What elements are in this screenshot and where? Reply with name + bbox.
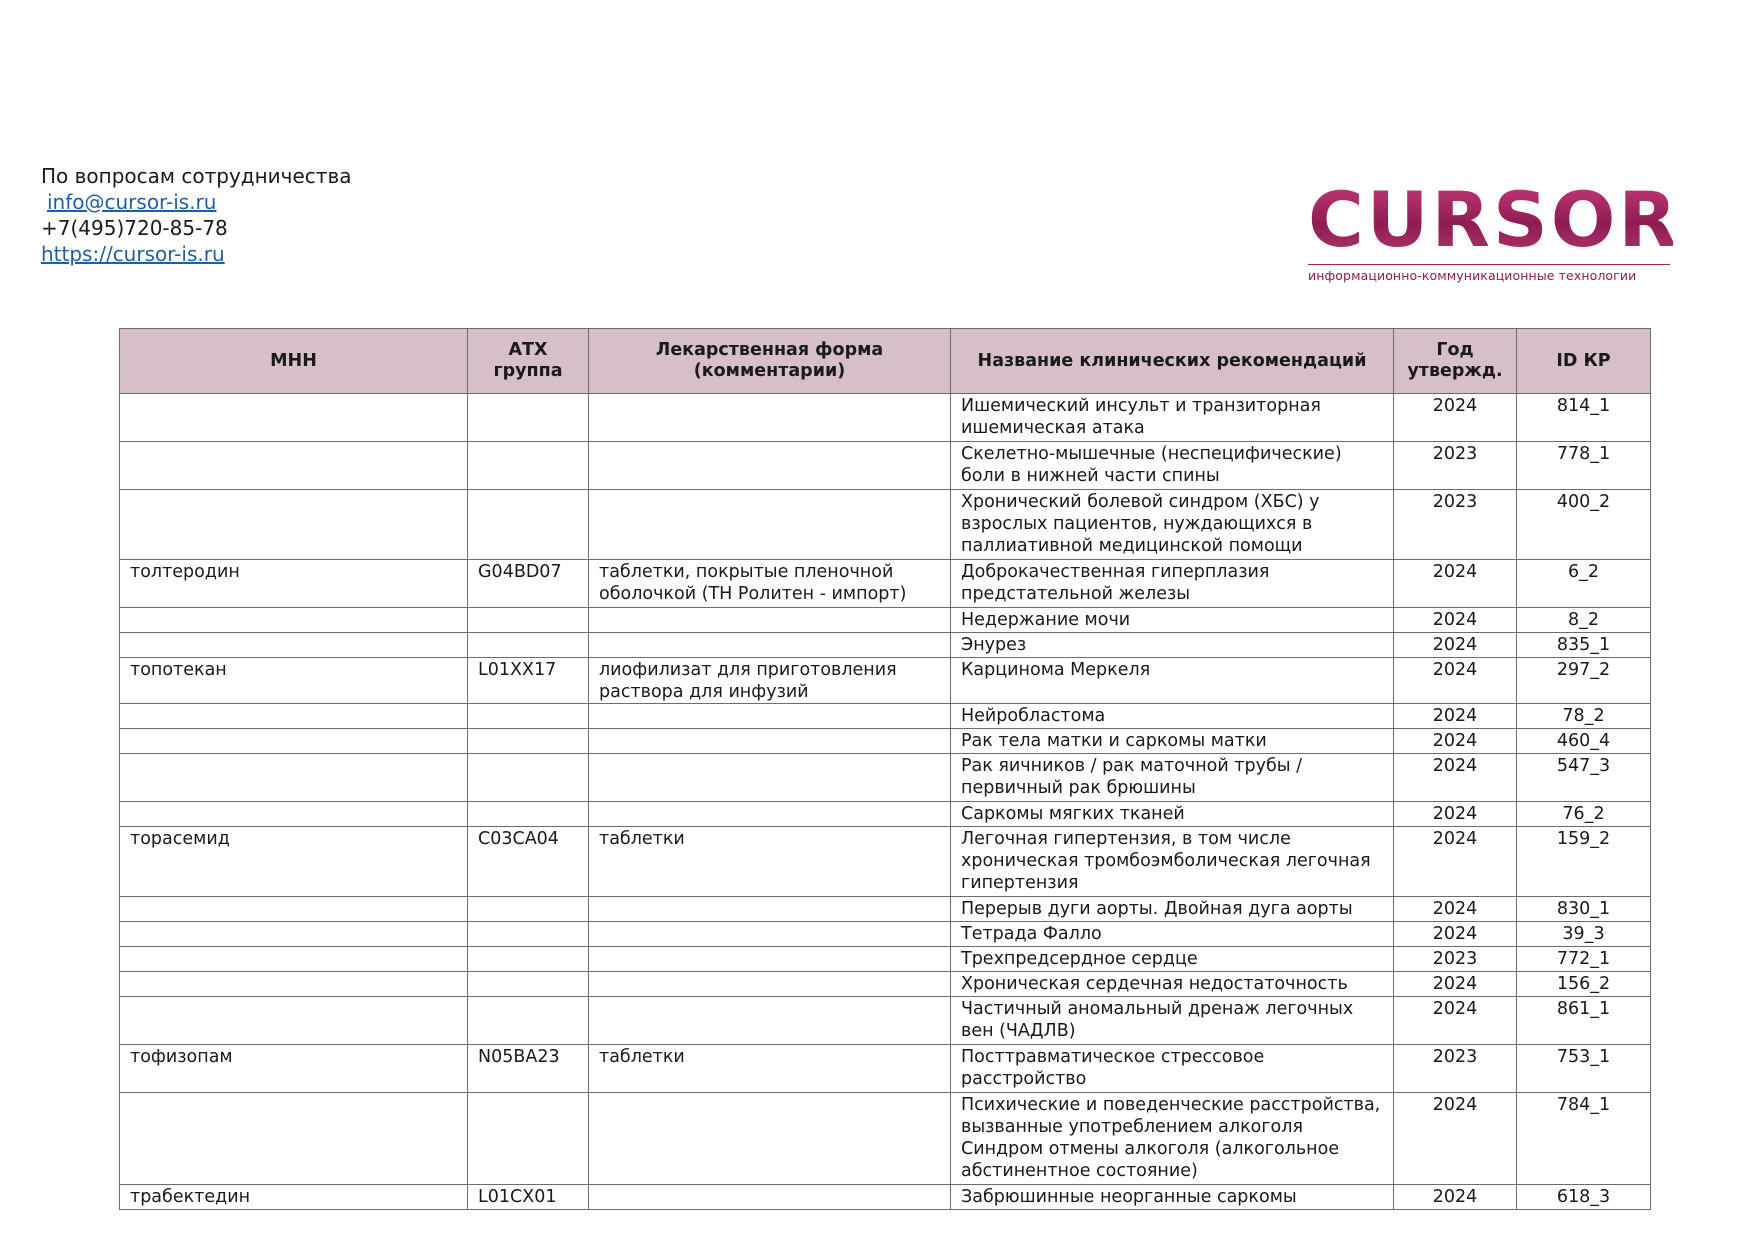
- table-row: [120, 1185, 1651, 1210]
- cell-id: 39_3: [1517, 922, 1651, 947]
- cell-mnn: [120, 394, 468, 442]
- cell-title: Трехпредсердное сердце: [951, 947, 1394, 972]
- cell-year: 2023: [1394, 1045, 1517, 1093]
- cell-year: 2024: [1394, 608, 1517, 633]
- cell-year: 2024: [1394, 997, 1517, 1045]
- cell-year: 2024: [1394, 922, 1517, 947]
- cell-mnn: [120, 608, 468, 633]
- cell-id: 547_3: [1517, 754, 1651, 802]
- cell-year: 2024: [1394, 1185, 1517, 1210]
- cell-id: 297_2: [1517, 658, 1651, 704]
- table-row: [120, 1093, 1651, 1185]
- cell-atc: [468, 608, 589, 633]
- table-row: [120, 802, 1651, 827]
- cell-title: Недержание мочи: [951, 608, 1394, 633]
- cell-title: Посттравматическое стрессовое расстройство: [951, 1045, 1394, 1093]
- col-header-mnn: МНН: [120, 329, 468, 394]
- cell-form: [589, 897, 951, 922]
- cell-atc: [468, 1093, 589, 1185]
- cell-form: [589, 704, 951, 729]
- cell-mnn: [120, 704, 468, 729]
- cell-mnn: толтеродин: [120, 560, 468, 608]
- cell-id: 400_2: [1517, 490, 1651, 560]
- table-header-row: [120, 329, 1651, 394]
- cell-atc: [468, 490, 589, 560]
- cell-id: 156_2: [1517, 972, 1651, 997]
- cell-atc: [468, 997, 589, 1045]
- cell-year: 2024: [1394, 972, 1517, 997]
- cell-form: [589, 394, 951, 442]
- cell-atc: [468, 442, 589, 490]
- cell-title: Перерыв дуги аорты. Двойная дуга аорты: [951, 897, 1394, 922]
- cell-year: 2024: [1394, 1093, 1517, 1185]
- table-row: [120, 827, 1651, 897]
- contact-phone: +7(495)720-85-78: [41, 216, 228, 240]
- cell-mnn: [120, 922, 468, 947]
- cell-atc: N05BA23: [468, 1045, 589, 1093]
- cell-atc: C03CA04: [468, 827, 589, 897]
- logo-wordmark: CURSOR: [1308, 175, 1680, 264]
- cell-title: Карцинома Меркеля: [951, 658, 1394, 704]
- cell-id: 8_2: [1517, 608, 1651, 633]
- table-row: [120, 394, 1651, 442]
- cell-mnn: [120, 1093, 468, 1185]
- col-header-year: Год утвержд.: [1394, 329, 1517, 394]
- cell-title: Частичный аномальный дренаж легочных вен (ЧАДЛВ): [951, 997, 1394, 1045]
- cell-form: [589, 442, 951, 490]
- cell-form: [589, 997, 951, 1045]
- table-row: [120, 608, 1651, 633]
- contact-heading: По вопросам сотрудничества: [41, 164, 352, 188]
- cell-form: [589, 802, 951, 827]
- cell-year: 2024: [1394, 394, 1517, 442]
- table-row: [120, 947, 1651, 972]
- cell-form: [589, 972, 951, 997]
- cell-atc: [468, 972, 589, 997]
- table-row: [120, 972, 1651, 997]
- cell-mnn: [120, 633, 468, 658]
- cell-atc: [468, 802, 589, 827]
- cell-year: 2023: [1394, 442, 1517, 490]
- cell-title: Рак яичников / рак маточной трубы / первичный рак брюшины: [951, 754, 1394, 802]
- table-row: [120, 897, 1651, 922]
- cell-atc: G04BD07: [468, 560, 589, 608]
- cell-form: [589, 633, 951, 658]
- cell-atc: [468, 922, 589, 947]
- cell-title: Хронический болевой синдром (ХБС) у взрослых пациентов, нуждающихся в паллиативной медицинской помощи: [951, 490, 1394, 560]
- table-row: [120, 704, 1651, 729]
- cell-form: [589, 922, 951, 947]
- cursor-logo: [1308, 175, 1680, 283]
- cell-year: 2024: [1394, 704, 1517, 729]
- cell-mnn: [120, 972, 468, 997]
- table-row: [120, 1045, 1651, 1093]
- cell-mnn: [120, 490, 468, 560]
- cell-form: таблетки, покрытые пленочной оболочкой (ТН Ролитен - импорт): [589, 560, 951, 608]
- logo-rule: [1308, 264, 1670, 265]
- contact-email-link[interactable]: info@cursor-is.ru: [47, 190, 217, 214]
- cell-mnn: [120, 729, 468, 754]
- cell-mnn: топотекан: [120, 658, 468, 704]
- cell-atc: L01CX01: [468, 1185, 589, 1210]
- cell-mnn: [120, 947, 468, 972]
- cell-year: 2024: [1394, 729, 1517, 754]
- col-header-id: ID КР: [1517, 329, 1651, 394]
- col-header-title: Название клинических рекомендаций: [951, 329, 1394, 394]
- cell-title: Доброкачественная гиперплазия предстательной железы: [951, 560, 1394, 608]
- cell-form: таблетки: [589, 827, 951, 897]
- cell-mnn: тофизопам: [120, 1045, 468, 1093]
- cell-atc: [468, 897, 589, 922]
- recommendations-table: [119, 328, 1651, 1210]
- cell-title: Психические и поведенческие расстройства, вызванные употреблением алкоголя Синдром отмены алкоголя (алкогольное абстинентное состояние): [951, 1093, 1394, 1185]
- cell-atc: [468, 394, 589, 442]
- table-row: [120, 754, 1651, 802]
- cell-id: 814_1: [1517, 394, 1651, 442]
- cell-form: [589, 754, 951, 802]
- cell-atc: [468, 947, 589, 972]
- cell-title: Легочная гипертензия, в том числе хроническая тромбоэмболическая легочная гипертензия: [951, 827, 1394, 897]
- cell-form: [589, 1093, 951, 1185]
- cell-id: 460_4: [1517, 729, 1651, 754]
- cell-id: 6_2: [1517, 560, 1651, 608]
- cell-year: 2024: [1394, 897, 1517, 922]
- table-row: [120, 560, 1651, 608]
- cell-id: 861_1: [1517, 997, 1651, 1045]
- cell-title: Ишемический инсульт и транзиторная ишемическая атака: [951, 394, 1394, 442]
- cell-year: 2024: [1394, 560, 1517, 608]
- cell-id: 76_2: [1517, 802, 1651, 827]
- cell-form: таблетки: [589, 1045, 951, 1093]
- cell-form: [589, 490, 951, 560]
- cell-year: 2024: [1394, 633, 1517, 658]
- cell-title: Энурез: [951, 633, 1394, 658]
- table-row: [120, 729, 1651, 754]
- logo-tagline: информационно-коммуникационные технологии: [1308, 268, 1637, 283]
- table-row: [120, 490, 1651, 560]
- cell-year: 2024: [1394, 802, 1517, 827]
- cell-mnn: трабектедин: [120, 1185, 468, 1210]
- table-row: [120, 658, 1651, 704]
- cell-atc: [468, 633, 589, 658]
- col-header-atc: АТХ группа: [468, 329, 589, 394]
- cell-title: Нейробластома: [951, 704, 1394, 729]
- cell-year: 2024: [1394, 658, 1517, 704]
- cell-form: [589, 729, 951, 754]
- table-row: [120, 922, 1651, 947]
- cell-title: Саркомы мягких тканей: [951, 802, 1394, 827]
- table-body: [120, 394, 1651, 1210]
- cell-year: 2023: [1394, 947, 1517, 972]
- table-row: [120, 442, 1651, 490]
- table-row: [120, 997, 1651, 1045]
- cell-form: лиофилизат для приготовления раствора для инфузий: [589, 658, 951, 704]
- cell-mnn: [120, 442, 468, 490]
- cell-form: [589, 947, 951, 972]
- cell-title: Рак тела матки и саркомы матки: [951, 729, 1394, 754]
- col-header-form: Лекарственная форма (комментарии): [589, 329, 951, 394]
- cell-title: Забрюшинные неорганные саркомы: [951, 1185, 1394, 1210]
- table-row: [120, 633, 1651, 658]
- cell-form: [589, 1185, 951, 1210]
- cell-id: 835_1: [1517, 633, 1651, 658]
- cell-id: 159_2: [1517, 827, 1651, 897]
- cell-id: 618_3: [1517, 1185, 1651, 1210]
- cell-atc: [468, 754, 589, 802]
- cell-title: Скелетно-мышечные (неспецифические) боли в нижней части спины: [951, 442, 1394, 490]
- cell-mnn: [120, 897, 468, 922]
- cell-title: Хроническая сердечная недостаточность: [951, 972, 1394, 997]
- cell-year: 2024: [1394, 827, 1517, 897]
- cell-atc: L01XX17: [468, 658, 589, 704]
- cell-id: 778_1: [1517, 442, 1651, 490]
- cell-mnn: торасемид: [120, 827, 468, 897]
- cell-year: 2024: [1394, 754, 1517, 802]
- contact-website-link[interactable]: https://cursor-is.ru: [41, 242, 225, 266]
- cell-title: Тетрада Фалло: [951, 922, 1394, 947]
- cell-atc: [468, 729, 589, 754]
- cell-id: 830_1: [1517, 897, 1651, 922]
- cell-mnn: [120, 997, 468, 1045]
- cell-year: 2023: [1394, 490, 1517, 560]
- cell-id: 784_1: [1517, 1093, 1651, 1185]
- cell-id: 753_1: [1517, 1045, 1651, 1093]
- cell-id: 772_1: [1517, 947, 1651, 972]
- cell-id: 78_2: [1517, 704, 1651, 729]
- cell-mnn: [120, 802, 468, 827]
- contact-block: [41, 163, 352, 267]
- cell-mnn: [120, 754, 468, 802]
- cell-form: [589, 608, 951, 633]
- cell-atc: [468, 704, 589, 729]
